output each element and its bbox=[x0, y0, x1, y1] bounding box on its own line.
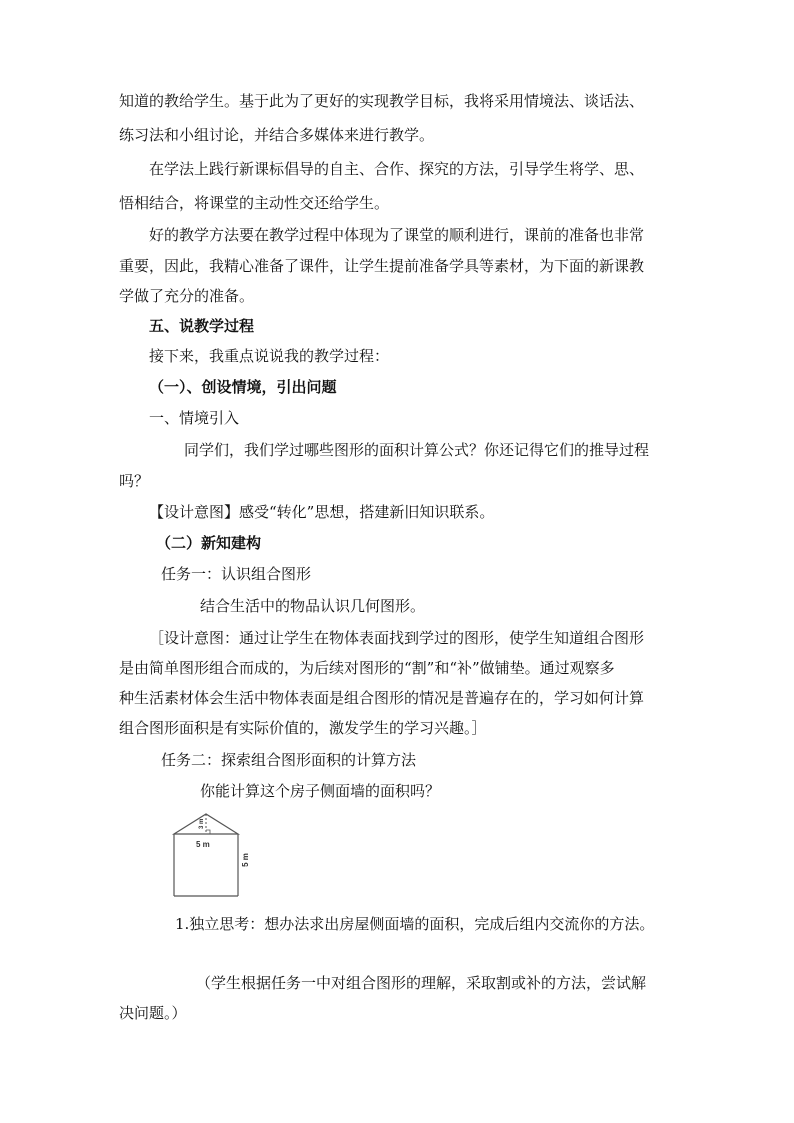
section-heading: 五、说教学过程 bbox=[149, 317, 255, 335]
house-wall-figure bbox=[158, 810, 254, 902]
paragraph-line: 在学法上践行新课标倡导的自主、合作、探究的方法，引导学生将学、思、 bbox=[149, 160, 645, 178]
paragraph-line: （学生根据任务一中对组合图形的理解，采取割或补的方法，尝试解 bbox=[196, 974, 647, 992]
base-length-label: 5 m bbox=[196, 840, 210, 849]
paragraph-line: 1.独立思考：想办法求出房屋侧面墙的面积，完成后组内交流你的方法。 bbox=[175, 915, 655, 933]
paragraph-line: 你能计算这个房子侧面墙的面积吗？ bbox=[200, 782, 441, 800]
subsection-heading: （二）新知建构 bbox=[156, 534, 262, 552]
paragraph-line: 结合生活中的物品认识几何图形。 bbox=[200, 597, 426, 615]
paragraph-line: ［设计意图：通过让学生在物体表面找到学过的图形，使学生知道组合图形 bbox=[149, 629, 645, 647]
paragraph-line: 练习法和小组讨论，并结合多媒体来进行教学。 bbox=[119, 126, 435, 144]
paragraph-line: 吗？ bbox=[119, 472, 150, 490]
paragraph-line: 重要，因此，我精心准备了课件，让学生提前准备学具等素材，为下面的新课教 bbox=[119, 257, 645, 275]
paragraph-line: 【设计意图】感受“转化”思想，搭建新旧知识联系。 bbox=[149, 503, 495, 521]
paragraph-line: 学做了充分的准备。 bbox=[119, 287, 255, 305]
paragraph-line: 接下来，我重点说说我的教学过程： bbox=[149, 347, 390, 365]
paragraph-line: 种生活素材体会生活中物体表面是组合图形的情况是普遍存在的，学习如何计算 bbox=[119, 689, 645, 707]
side-length-label: 5 m bbox=[241, 853, 250, 867]
paragraph-line: 一、情境引入 bbox=[149, 409, 240, 427]
paragraph-line: 组合图形面积是有实际价值的，激发学生的学习兴趣。］ bbox=[119, 719, 487, 737]
paragraph-line: 知道的教给学生。基于此为了更好的实现教学目标，我将采用情境法、谈话法、 bbox=[119, 92, 645, 110]
paragraph-line: 同学们，我们学过哪些图形的面积计算公式？你还记得它们的推导过程 bbox=[184, 441, 650, 459]
triangle-height-label: 3 m bbox=[199, 818, 205, 829]
paragraph-line: 任务二：探索组合图形面积的计算方法 bbox=[161, 751, 417, 769]
subsection-heading: （一）、创设情境，引出问题 bbox=[149, 378, 337, 396]
paragraph-line: 是由简单图形组合而成的，为后续对图形的“割”和“补”做铺垫。通过观察多 bbox=[119, 659, 615, 677]
paragraph-line: 任务一：认识组合图形 bbox=[161, 565, 312, 583]
paragraph-line: 悟相结合，将课堂的主动性交还给学生。 bbox=[119, 194, 390, 212]
paragraph-line: 决问题。） bbox=[119, 1004, 187, 1022]
paragraph-line: 好的教学方法要在教学过程中体现为了课堂的顺利进行，课前的准备也非常 bbox=[149, 226, 645, 244]
